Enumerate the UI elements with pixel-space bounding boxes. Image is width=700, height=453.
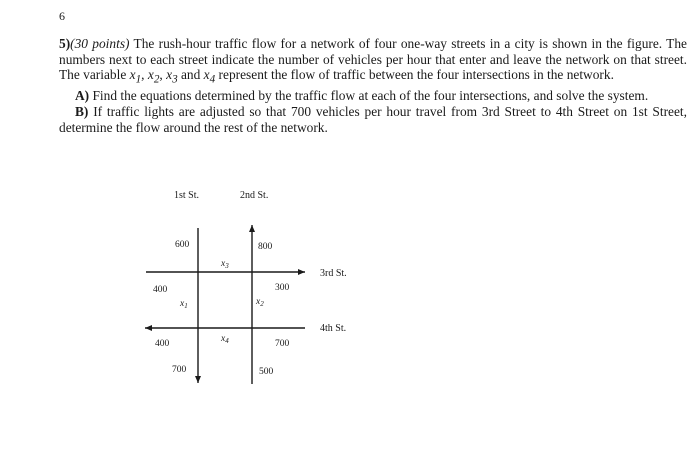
var-x1-inline: $x_1$ xyxy=(129,67,142,86)
flow-second-bottom: 500 xyxy=(259,367,274,377)
flow-third-right: 300 xyxy=(275,283,290,293)
problem-intro-text-2: represent the flow of traffic between the four intersections in the network. xyxy=(215,67,614,83)
part-a-label: A) xyxy=(75,88,90,104)
label-3rd-street: 3rd St. xyxy=(320,268,347,279)
problem-number: 5) xyxy=(59,36,71,51)
var-x1-label: $x_1$ xyxy=(180,299,188,310)
label-4th-street: 4th St. xyxy=(320,323,347,334)
var-x4-inline: $x_4$ xyxy=(203,67,216,86)
var-x3-inline: $x_3$ xyxy=(166,67,178,86)
and-text: and xyxy=(177,67,204,83)
flow-first-top: 600 xyxy=(175,240,190,250)
var-x2-inline: $x_2$ xyxy=(147,67,160,86)
flow-second-top: 800 xyxy=(258,242,273,252)
part-b-text: If traffic lights are adjusted so that 700 vehicles per hour travel from 3rd Street to 4th Street on 1st Street, determine the flow around the rest of the network. xyxy=(59,104,687,135)
var-x2-label: $x_2$ xyxy=(256,297,264,308)
var-x3-label: $x_3$ xyxy=(221,259,229,270)
sep-2: , xyxy=(159,67,167,83)
flow-third-left: 400 xyxy=(153,285,168,295)
var-x4-label: $x_4$ xyxy=(221,334,229,345)
part-b-label: B) xyxy=(75,104,89,120)
flow-first-bottom: 700 xyxy=(172,365,187,375)
label-1st-street: 1st St. xyxy=(174,190,200,201)
problem-points: (30 points) xyxy=(70,36,130,51)
label-2nd-street: 2nd St. xyxy=(240,190,269,201)
flow-fourth-right: 700 xyxy=(275,339,290,349)
part-a-text: Find the equations determined by the traffic flow at each of the four intersections, and solve the system. xyxy=(89,88,649,104)
problem-intro-text-1: The rush-hour traffic flow for a network of four one-way streets in a city is shown in the figure. The numbers next to each street indicate the number of vehicles per hour that enter and leave the network on that street. The variable xyxy=(59,36,687,83)
sep-1: , xyxy=(141,67,148,83)
flow-fourth-left: 400 xyxy=(155,339,170,349)
page-number: 6 xyxy=(59,9,65,23)
